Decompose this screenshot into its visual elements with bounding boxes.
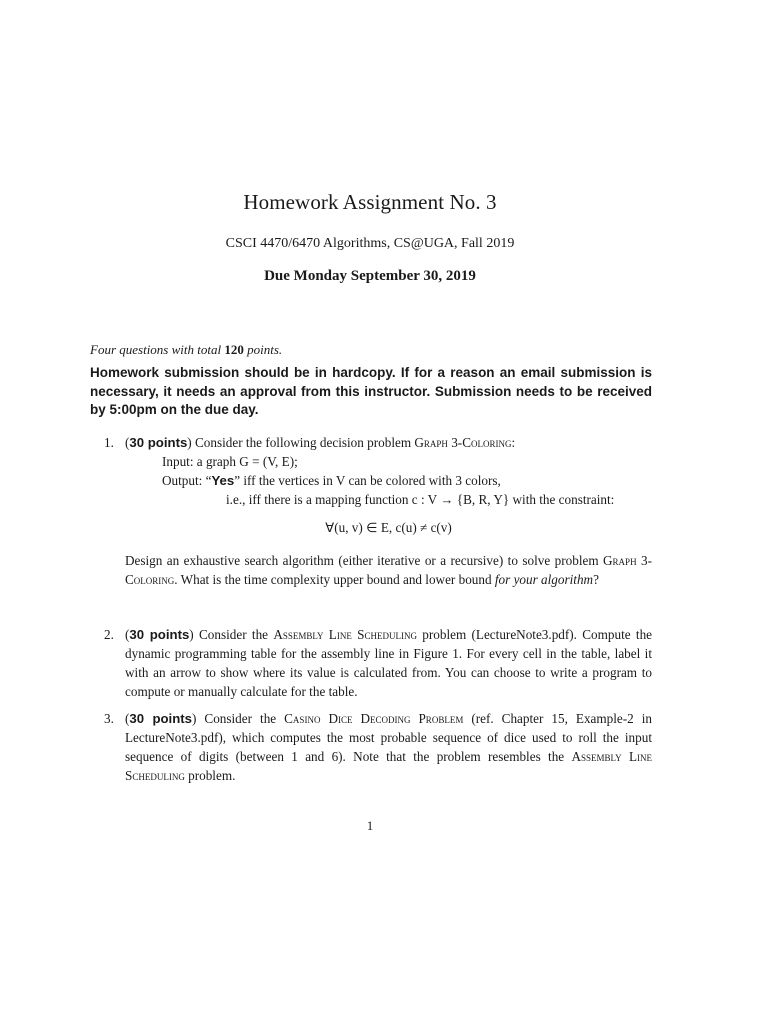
question-1: 1. (30 points) Consider the following decision problem Graph 3-Coloring: Input: a graph G = (V, E); Output: “Yes” iff the vertices in V can be colored with 3 colors, i.e., iff there is a mapping function c : V → {B, R, Y} with the constraint: ∀(u, v) ∈ E, c(u) ≠ c(v) Design an exhaustive search algorithm (either iterative or a recursive) to solve problem Graph 3-Coloring. What is the time complexity upper bound and lower bound for your algorithm? <box>104 435 652 587</box>
question-task <box>125 551 652 589</box>
punctuation: : <box>511 435 516 450</box>
task-text-2: . What is the time complexity upper bound and lower bound <box>174 572 492 587</box>
intro-prefix: Four questions with total <box>90 342 222 357</box>
question-lead: Consider the following decision problem <box>195 435 412 450</box>
submission-notice: Homework submission should be in hardcopy. If for a reason an email submission is necessary, it needs an approval from this instructor. Submission needs to be received by 5:00pm on the due day. <box>90 365 652 417</box>
question-number: 3. <box>104 711 114 726</box>
question-number: 1. <box>104 435 114 450</box>
output-prefix: Output: “ <box>162 473 212 488</box>
intro-suffix: points. <box>247 342 283 357</box>
output-spec <box>162 471 652 490</box>
input-spec: Input: a graph G = (V, E); <box>162 454 298 469</box>
problem-name-2: Assembly Line Scheduling <box>125 749 652 783</box>
course-line: CSCI 4470/6470 Algorithms, CS@UGA, Fall 2019 <box>225 236 515 251</box>
question-lead: Consider the <box>204 711 277 726</box>
question-number: 2. <box>104 627 114 642</box>
problem-name: Graph 3-Coloring <box>414 435 512 450</box>
question-points: 30 points <box>129 627 190 642</box>
question-points: 30 points <box>129 711 192 726</box>
io-spec <box>162 452 652 509</box>
question-points: 30 points <box>129 435 188 450</box>
output-yes: Yes <box>211 473 235 488</box>
problem-name: Assembly Line Scheduling <box>273 627 417 642</box>
question-3: 3. (30 points) Consider the Casino Dice Decoding Problem (ref. Chapter 15, Example-2 in LectureNote3.pdf), which computes the most probable sequence of dice used to roll the input sequence of digits (between 1 and 6). Note that the problem resembles the Assembly Line Scheduling problem. <box>104 711 652 783</box>
question-text-end: problem. <box>188 768 236 783</box>
question-2: 2. (30 points) Consider the Assembly Line Scheduling problem (LectureNote3.pdf). Compute the dynamic programming table for the assembly line in Figure 1. For every cell in the table, label it with an arrow to show where its value is calculated from. You can choose to write a program to compute or manually calculate for the table. <box>104 627 653 699</box>
task-emphasis: for your algorithm <box>494 572 594 587</box>
question-text: (ref. Chapter 15, Example-2 in LectureNote3.pdf), which computes the most probable sequence of dice used to roll the input sequence of digits (between 1 and 6). Note that the problem resembles the <box>125 711 652 764</box>
question-lead: Consider the <box>199 627 269 642</box>
output-suffix: ” iff the vertices in V can be colored with 3 colors, <box>234 473 501 488</box>
intro-points: 120 <box>224 342 244 357</box>
question-text: problem (LectureNote3.pdf). Compute the dynamic programming table for the assembly line in Figure 1. For every cell in the table, label it with an arrow to show where its value is calculated from. You can choose to write a program to compute or manually calculate for the table. <box>125 627 653 699</box>
output-spec-line2: i.e., iff there is a mapping function c : V → {B, R, Y} with the constraint: <box>226 492 615 507</box>
constraint-formula: ∀(u, v) ∈ E, c(u) ≠ c(v) <box>325 520 452 535</box>
punctuation: ? <box>593 572 599 587</box>
intro-line <box>90 342 282 358</box>
task-text: Design an exhaustive search algorithm (either iterative or a recursive) to solve problem <box>125 553 599 568</box>
page-number: 1 <box>366 818 374 833</box>
problem-name: Casino Dice Decoding Problem <box>284 711 464 726</box>
due-date: Due Monday September 30, 2019 <box>264 268 476 284</box>
page-title: Homework Assignment No. 3 <box>243 190 497 214</box>
problem-name: Graph 3-Coloring <box>125 553 652 587</box>
